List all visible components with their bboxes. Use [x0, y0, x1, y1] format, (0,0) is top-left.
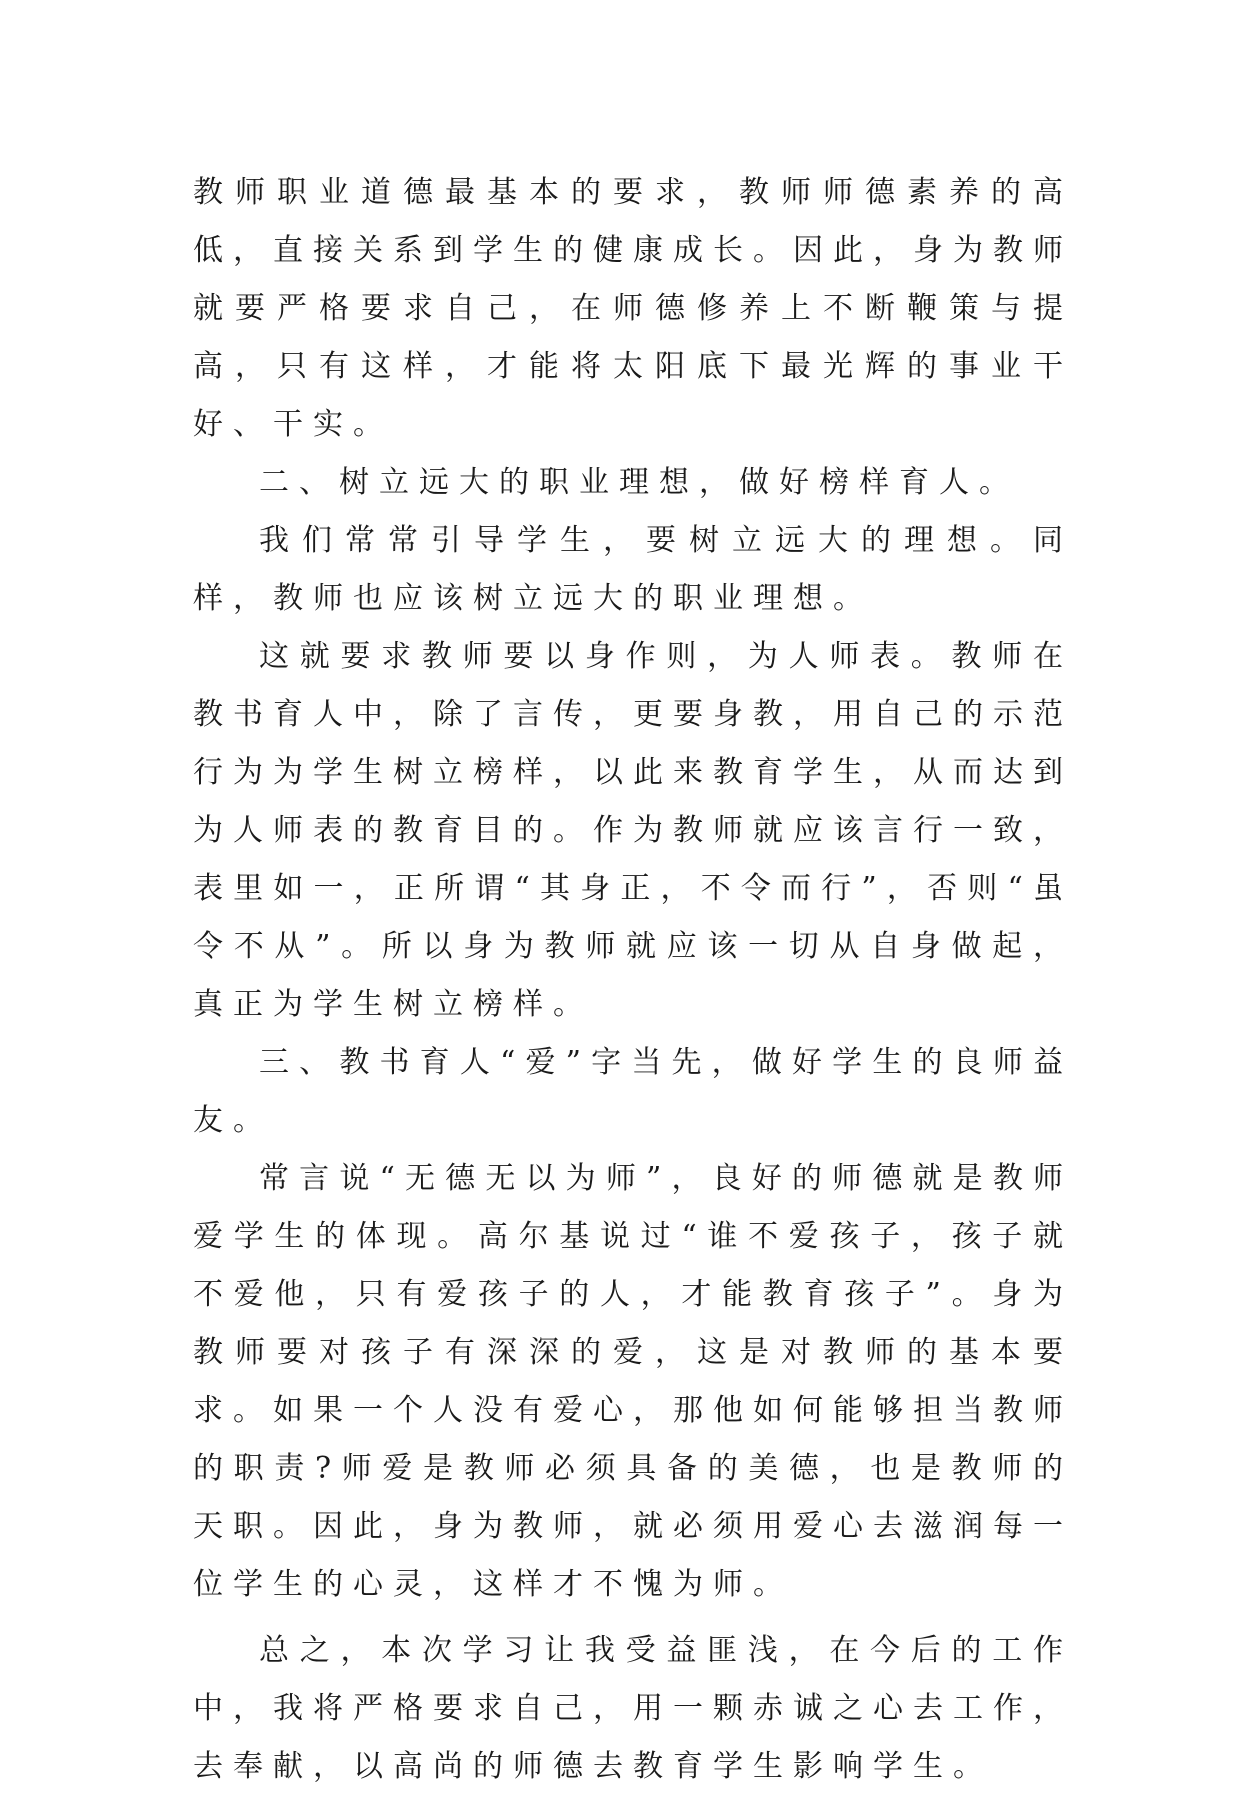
- section-heading-3: 三、教书育人“爱”字当先，做好学生的良师益友。: [193, 1045, 1073, 1138]
- paragraph-3: 我们常常引导学生，要树立远大的理想。同样，教师也应该树立远大的职业理想。: [193, 523, 1073, 616]
- paragraph-6: 常言说“无德无以为师”，良好的师德就是教师爱学生的体现。高尔基说过“谁不爱孩子，孩子就不爱他，只有爱孩子的人，才能教育孩子”。身为教师要对孩子有深深的爱，这是对教师的基本要求。如果一个人没有爱心，那他如何能够担当教师的职责?师爱是教师必须具备的美德，也是教师的天职。因此，身为教师，就必须用爱心去滋润每一位学生的心灵，这样才不愧为师。: [193, 1161, 1073, 1602]
- document-body: [193, 164, 1073, 1796]
- section-heading-2: 二、树立远大的职业理想，做好榜样育人。: [259, 465, 1019, 500]
- conclusion-paragraph: 总之，本次学习让我受益匪浅，在今后的工作中，我将严格要求自己，用一颗赤诚之心去工作，去奉献，以高尚的师德去教育学生影响学生。: [193, 1633, 1073, 1784]
- paragraph-1: 教师职业道德最基本的要求，教师师德素养的高低，直接关系到学生的健康成长。因此，身为教师就要严格要求自己，在师德修养上不断鞭策与提高，只有这样，才能将太阳底下最光辉的事业干好、干实。: [193, 175, 1073, 442]
- paragraph-4: 这就要求教师要以身作则，为人师表。教师在教书育人中，除了言传，更要身教，用自己的示范行为为学生树立榜样，以此来教育学生，从而达到为人师表的教育目的。作为教师就应该言行一致，表里如一，正所谓“其身正，不令而行”，否则“虽令不从”。所以身为教师就应该一切从自身做起，真正为学生树立榜样。: [193, 639, 1073, 1022]
